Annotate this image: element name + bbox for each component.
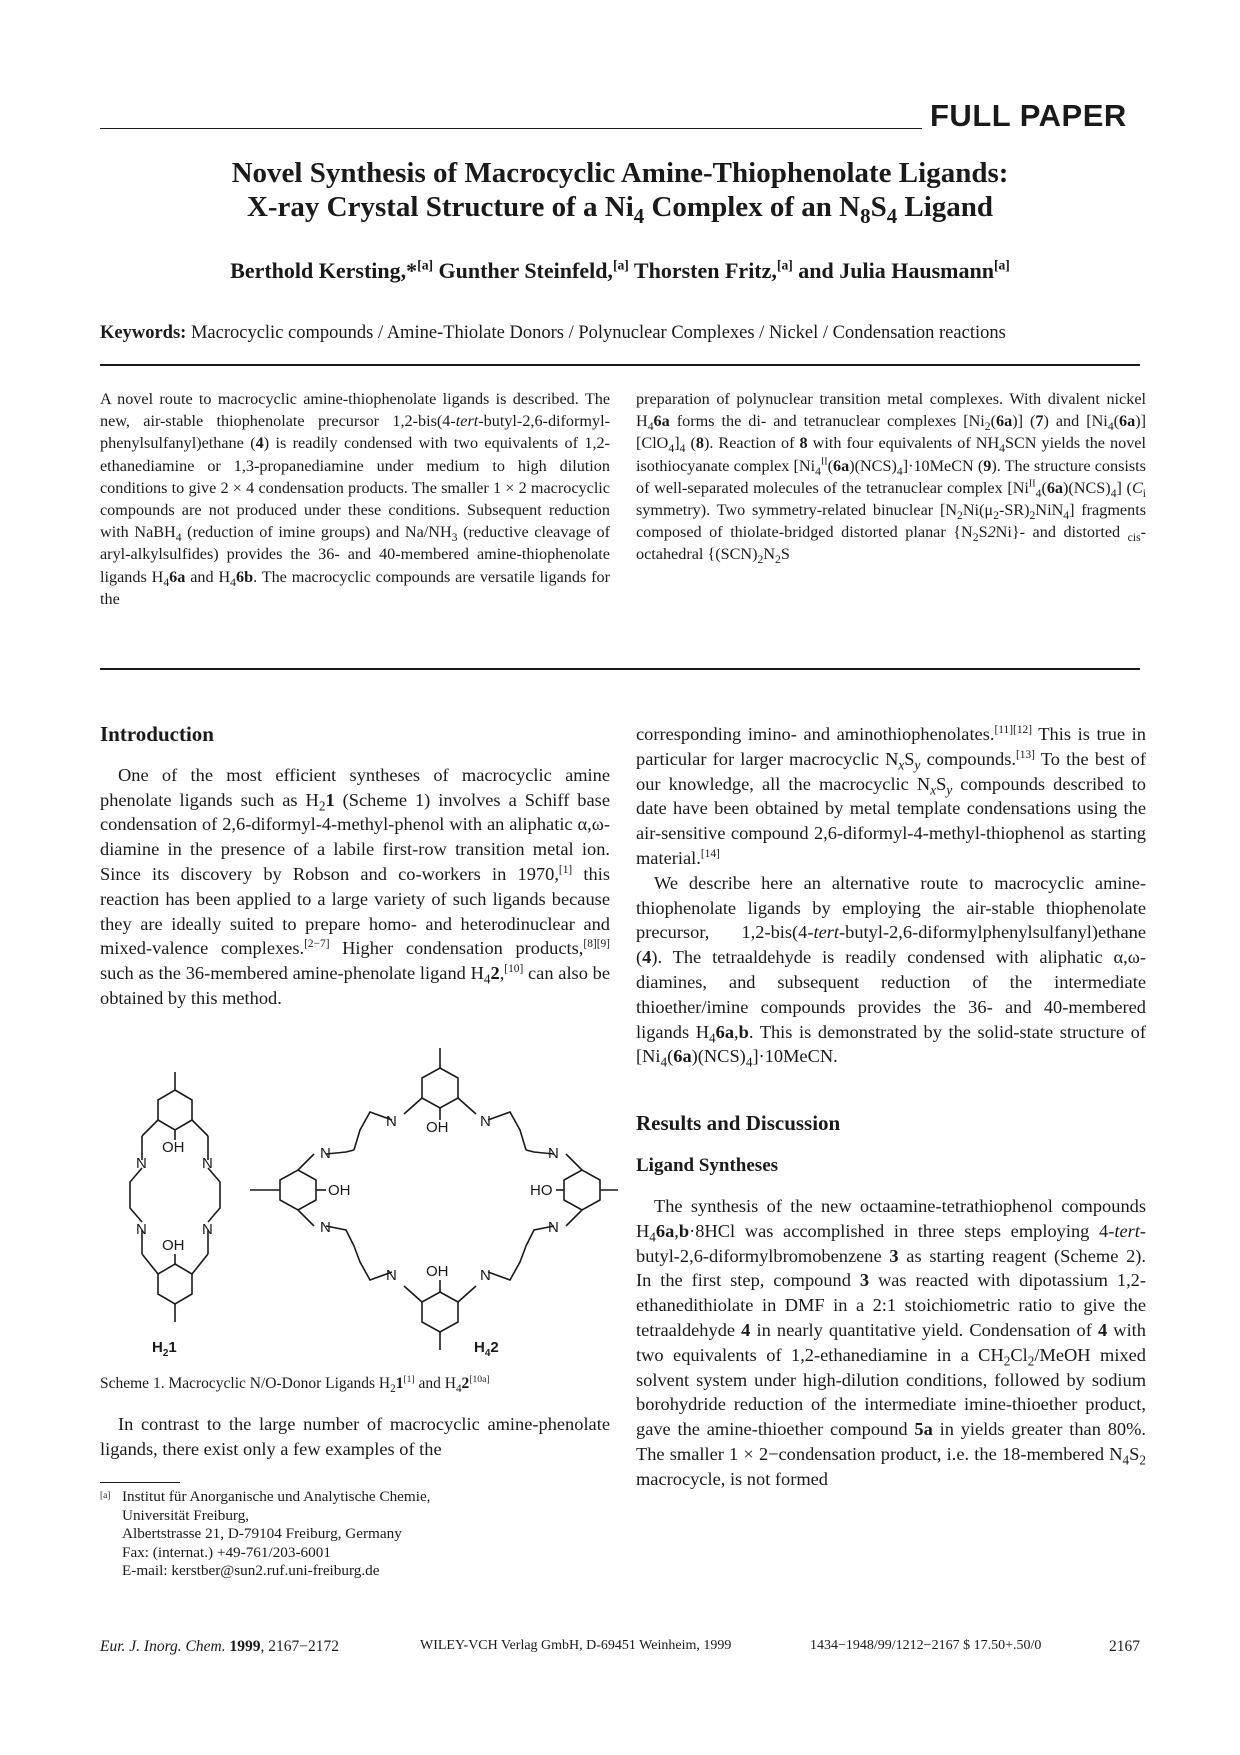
abstract-rule: [100, 668, 1140, 670]
title-line-2: X-ray Crystal Structure of a $Ni_4$ Complex of an $N_8S_4$ Ligand: [246, 191, 994, 228]
header-label: FULL PAPER: [930, 98, 1127, 133]
author-list: [100, 258, 1140, 284]
right-column: [636, 722, 1146, 1492]
compound-label-1: $H_21$: [152, 1339, 177, 1359]
author-name: and Julia Hausmann: [792, 258, 994, 283]
atom-label: OH: [328, 1182, 351, 1199]
footnote-line: Institut für Anorganische und Analytische Chemie,: [122, 1488, 431, 1505]
atom-label: N: [548, 1219, 559, 1236]
page-number: 2167: [1109, 1638, 1140, 1655]
footer-issn: 1434−1948/99/1212−2167 $ 17.50+.50/0: [810, 1638, 1042, 1653]
footnote-line: Universität Freiburg,: [122, 1506, 250, 1524]
title-line-1: Novel Synthesis of Macrocyclic Amine-Thiophenolate Ligands:: [231, 157, 1009, 189]
author-affiliation: [a]: [993, 257, 1010, 273]
atom-label: N: [548, 1145, 559, 1162]
footnote-line: Fax: (internat.) +49-761/203-6001: [122, 1543, 331, 1561]
atom-label: N: [320, 1219, 331, 1236]
atom-label: N: [386, 1113, 397, 1130]
footnote-rule: [100, 1482, 180, 1483]
keywords-text: Macrocyclic compounds / Amine-Thiolate Donors / Polynuclear Complexes / Nickel / Condensation reactions: [186, 323, 1006, 343]
body-paragraph: corresponding imino- and aminothiophenolates.[11][12] This is true in particular for larger macrocyclic $N_xS_y$ compounds.[13] To the best of our knowledge, all the macrocyclic $N_xS_y$ compounds described to date have been obtained by metal template condensations using the air-sensitive compound 2,6-diformyl-4-methyl-thiophenol as starting material.[14]: [636, 723, 1146, 868]
paper-title: [100, 156, 1140, 228]
body-paragraph: The synthesis of the new octaamine-tetrathiophenol compounds $H_46a,b\cdot 8HCl$ was accomplished in three steps employing 4-tert-butyl-2,6-diformylbromobenzene 3 as starting reagent (Scheme 2). In the first step, compound 3 was reacted with dipotassium 1,2-ethanedithiolate in DMF in a 2:1 stoichiometric ratio to give the tetraaldehyde 4 in nearly quantitative yield. Condensation of 4 with two equivalents of 1,2-ethanediamine in a $CH_2Cl_2$/MeOH mixed solvent system under high-dilution conditions, followed by sodium borohydride reduction of the intermediate imine-thioether product, gave the amine-thioether compound 5a in yields greater than 80%. The smaller 1 × 2−condensation product, i.e. the 18-membered $N_4S_2$ macrocycle, is not formed: [636, 1195, 1147, 1489]
atom-label: N: [202, 1155, 213, 1172]
author-name: Berthold Kersting,*: [230, 258, 418, 283]
atom-label: N: [136, 1221, 147, 1238]
atom-label: N: [320, 1145, 331, 1162]
author-affiliation: [a]: [612, 257, 629, 273]
ring-2-bottom: [422, 1292, 458, 1332]
atom-label: OH: [162, 1139, 185, 1156]
ring-2-top: [422, 1068, 458, 1108]
abstract-left: A novel route to macrocyclic amine-thiophenolate ligands is described. The new, air-stable thiophenolate precursor 1,2-bis(4-tert-butyl-2,6-diformyl-phenylsulfanyl)ethane (4) is readily condensed with two equivalents of 1,2-ethanediamine or 1,3-propanediamine under medium to high dilution conditions to give 2 × 4 condensation products. The smaller 1 × 2 macrocyclic compounds are not produced under these conditions. Subsequent reduction with NaBH$_4$ (reduction of imine groups) and $Na/NH_3$ (reductive cleavage of aryl-alkylsulfides) provides the 36- and 40-membered amine-thiophenolate ligands $H_46a$ and $H_46b$. The macrocyclic compounds are versatile ligands for the: [100, 390, 611, 608]
introduction-section: [100, 722, 610, 1011]
footnote-line: E-mail: kerstber@sun2.ruf.uni-freiburg.de: [122, 1562, 380, 1579]
abstract-right: preparation of polynuclear transition metal complexes. With divalent nickel $H_46a$ forms the di- and tetranuclear complexes $[Ni_2(6a)]$ (7) and $[Ni_4(6a)][ClO_4]_4$ (8). Reaction of 8 with four equivalents of $NH_4SCN$ yields the novel isothiocyanate complex $[Ni_4^{II}(6a)(NCS)_4]\cdot 10MeCN$ (9). The structure consists of well-separated molecules of the tetranuclear complex $[Ni^{II}_4(6a)(NCS)_4]$ ($C_i$ symmetry). Two symmetry-related binuclear $[N_2Ni(\mu_2-SR)_2NiN_4]$ fragments composed of thiolate-bridged distorted planar $\{N_2S2Ni\}-$ and distorted $_{cis}$-octahedral {$(SCN)_2N_2S$: [636, 390, 1146, 567]
atom-label: OH: [426, 1119, 449, 1136]
author-affiliation: [a]: [417, 257, 434, 273]
scheme-1-structures: [100, 1040, 620, 1360]
atom-label: N: [480, 1113, 491, 1130]
atom-label: HO: [530, 1182, 553, 1199]
scheme-1-caption: Scheme 1. Macrocyclic N/O-Donor Ligands $H_21[1]$ and $H_42[10a]$: [100, 1373, 490, 1396]
author-name: Thorsten Fritz,: [628, 258, 777, 283]
atom-label: N: [480, 1267, 491, 1284]
footer-citation: Eur. J. Inorg. Chem. 1999, 2167−2172: [100, 1638, 339, 1655]
ring-1-bottom: [158, 1264, 192, 1304]
footnote-line: Albertstrasse 21, D-79104 Freiburg, Germany: [122, 1525, 402, 1542]
keywords: [100, 323, 1140, 344]
keywords-label: Keywords:: [100, 323, 187, 343]
atom-label: N: [202, 1221, 213, 1238]
atom-label: N: [386, 1267, 397, 1284]
introduction-paragraph-2: In contrast to the large number of macrocyclic amine-phenolate ligands, there exist only a few examples of the: [100, 1414, 610, 1459]
compound-label-2: $H_42$: [474, 1339, 499, 1359]
results-heading: Results and Discussion: [636, 1111, 841, 1136]
affiliation-footnote: [a] Institut für Anorganische und Analytische Chemie, Universität Freiburg, Albertstrasse 21, D-79104 Freiburg, Germany Fax: (internat.) +49-761/203-6001 E-mail: kerstber@sun2.ruf.uni-freiburg.de: [100, 1488, 610, 1581]
introduction-paragraph: One of the most efficient syntheses of macrocyclic amine phenolate ligands such as $H_21$ (Scheme 1) involves a Schiff base condensation of 2,6-diformyl-4-methyl-phenol with an aliphatic α,ω-diamine in the presence of a labile first-row transition metal ion. Since its discovery by Robson and co-workers in 1970,[1] this reaction has been applied to a large variety of such ligands because they are ideally suited to prepare homo- and heterodinuclear and mixed-valence complexes.[2−7] Higher condensation products,[8][9] such as the 36-membered amine-phenolate ligand $H_42,[10]$ can also be obtained by this method.: [100, 764, 610, 1008]
ring-1-top: [158, 1090, 192, 1130]
footer-publisher: WILEY-VCH Verlag GmbH, D-69451 Weinheim, 1999: [420, 1638, 732, 1653]
ring-2-right: [564, 1170, 600, 1210]
atom-label: OH: [426, 1263, 449, 1280]
atom-label: N: [136, 1155, 147, 1172]
atom-label: OH: [162, 1237, 185, 1254]
keywords-rule: [100, 364, 1140, 366]
author-affiliation: [a]: [776, 257, 793, 273]
header-rule: [100, 128, 922, 129]
introduction-heading: Introduction: [100, 722, 214, 746]
author-name: Gunther Steinfeld,: [433, 258, 613, 283]
body-paragraph: We describe here an alternative route to macrocyclic amine-thiophenolate ligands by employing the air-stable thiophenolate precursor, 1,2-bis(4-tert-butyl-2,6-diformylphenylsulfanyl)ethane (4). The tetraaldehyde is readily condensed with aliphatic α,ω-diamines, and subsequent reduction of the intermediate thioether/imine compounds provides the 36- and 40-membered ligands $H_46a,b$. This is demonstrated by the solid-state structure of $[Ni_4(6a)(NCS)_4]\cdot 10MeCN$.: [636, 872, 1146, 1071]
ring-2-left: [280, 1170, 316, 1210]
ligand-syntheses-heading: Ligand Syntheses: [636, 1154, 779, 1176]
